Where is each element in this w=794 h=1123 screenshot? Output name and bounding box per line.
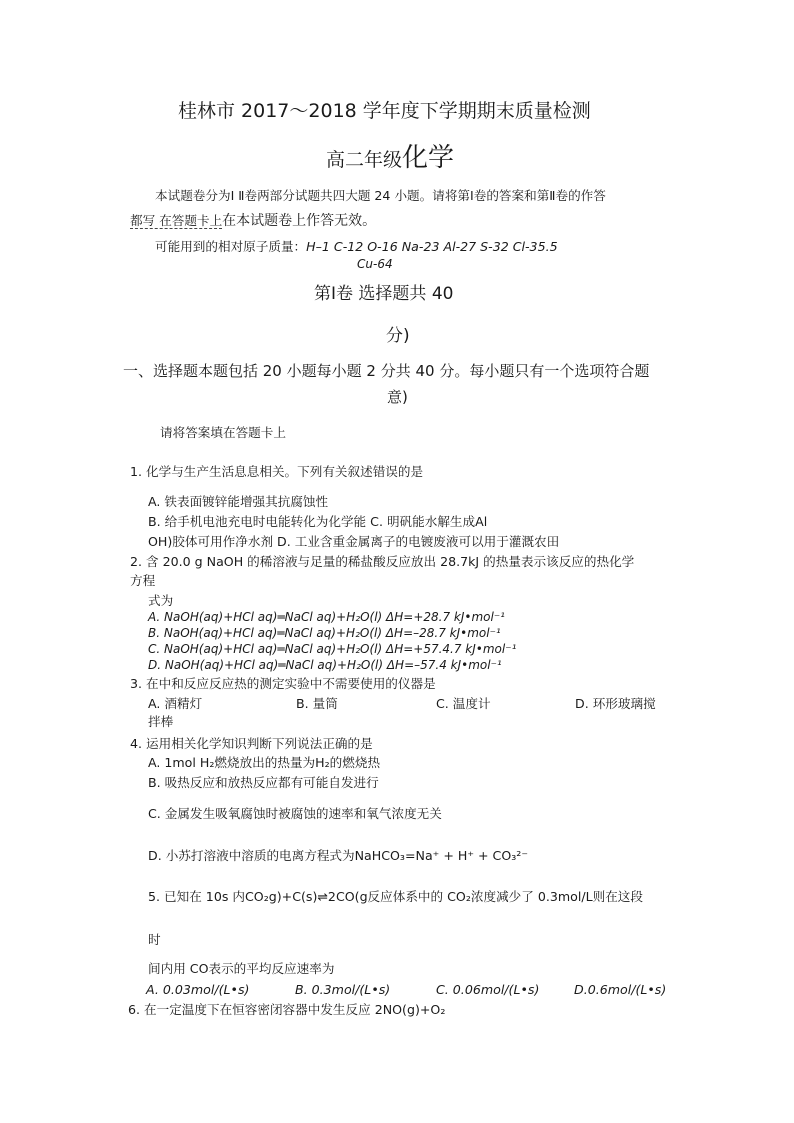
q1-option-b: B. 给手机电池充电时电能转化为化学能 C. 明矾能水解生成Al xyxy=(148,514,488,529)
q4-option-a: A. 1mol H₂燃烧放出的热量为H₂的燃烧热 xyxy=(148,755,381,770)
q5-option-a: A. 0.03mol/(L•s) xyxy=(146,982,250,997)
q5-stem-cont: 时 xyxy=(148,932,161,947)
q5-stem-cont-2: 间内用 CO表示的平均反应速率为 xyxy=(148,961,335,976)
q3-option-b: B. 量筒 xyxy=(296,696,338,711)
q2-stem-cont: 方程 xyxy=(130,573,156,588)
answer-note: 请将答案填在答题卡上 xyxy=(160,425,286,440)
q3-stem: 3. 在中和反应反应热的测定实验中不需要使用的仪器是 xyxy=(130,676,436,691)
subject-label: 化学 xyxy=(402,143,455,173)
q3-option-c: C. 温度计 xyxy=(436,696,491,711)
q3-option-d-cont: 拌棒 xyxy=(148,714,174,729)
q2-stem-cont-2: 式为 xyxy=(148,593,174,608)
grade-label: 高二年级 xyxy=(326,149,403,171)
intro-line-1: 本试题卷分为Ⅰ Ⅱ卷两部分试题共四大题 24 小题。请将第Ⅰ卷的答案和第Ⅱ卷的作答 xyxy=(155,188,606,203)
atomic-mass-label: 可能用到的相对原子质量： xyxy=(155,239,307,254)
q1-option-a: A. 铁表面镀锌能增强其抗腐蚀性 xyxy=(148,494,329,509)
q4-option-d: D. 小苏打溶液中溶质的电离方程式为NaHCO₃=Na⁺ + H⁺ + CO₃²⁻ xyxy=(148,848,528,863)
section-heading-cont: 分) xyxy=(386,326,410,346)
q3-option-d: D. 环形玻璃搅 xyxy=(575,696,656,711)
q3-option-a: A. 酒精灯 xyxy=(148,696,203,711)
section-instruction: 一、选择题本题包括 20 小题每小题 2 分共 40 分。每小题只有一个选项符合题 xyxy=(123,362,650,380)
q6-stem: 6. 在一定温度下在恒容密闭容器中发生反应 2NO(g)+O₂ xyxy=(128,1002,446,1017)
q5-stem: 5. 已知在 10s 内CO₂g)+C(s)⇌2CO(g反应体系中的 CO₂浓度减少了 0.3mol/L则在这段 xyxy=(148,889,643,904)
section-instruction-cont: 意) xyxy=(387,388,408,406)
q2-stem: 2. 含 20.0 g NaOH 的稀溶液与足量的稀盐酸反应放出 28.7kJ 的热量表示该反应的热化学 xyxy=(130,554,635,569)
q5-option-c: C. 0.06mol/(L•s) xyxy=(436,982,540,997)
q4-stem: 4. 运用相关化学知识判断下列说法正确的是 xyxy=(130,736,373,751)
section-heading: 第Ⅰ卷 选择题共 40 xyxy=(314,284,454,304)
atomic-mass-values: H–1 C-12 O-16 Na-23 Al-27 S-32 Cl-35.5 xyxy=(306,239,558,254)
q1-option-cd: OH)胶体可用作净水剂 D. 工业含重金属离子的电镀废液可以用于灌溉农田 xyxy=(148,534,560,549)
q2-option-b: B. NaOH(aq)+HCl aq)═NaCl aq)+H₂O(l) ΔH=–28.7 kJ•mol⁻¹ xyxy=(148,626,501,640)
q2-option-d: D. NaOH(aq)+HCl aq)═NaCl aq)+H₂O(l) ΔH=–57.4 kJ•mol⁻¹ xyxy=(148,658,502,672)
q5-option-d: D.0.6mol/(L•s) xyxy=(574,982,667,997)
intro-line-2b: 在本试题卷上作答无效。 xyxy=(222,213,377,229)
document-subtitle xyxy=(326,144,454,174)
intro-line-2 xyxy=(130,213,376,229)
q2-option-a: A. NaOH(aq)+HCl aq)═NaCl aq)+H₂O(l) ΔH=+28.7 kJ•mol⁻¹ xyxy=(148,610,505,624)
atomic-mass-cu: Cu-64 xyxy=(357,257,393,271)
q4-option-b: B. 吸热反应和放热反应都有可能自发进行 xyxy=(148,775,379,790)
q1-stem: 1. 化学与生产生活息息相关。下列有关叙述错误的是 xyxy=(130,464,424,479)
intro-line-2a: 都写 在答题卡上 xyxy=(130,213,223,228)
document-title: 桂林市 2017～2018 学年度下学期期末质量检测 xyxy=(178,100,591,122)
atomic-mass-line xyxy=(155,240,558,254)
q5-option-b: B. 0.3mol/(L•s) xyxy=(295,982,391,997)
q2-option-c: C. NaOH(aq)+HCl aq)═NaCl aq)+H₂O(l) ΔH=+57.4.7 kJ•mol⁻¹ xyxy=(148,642,517,656)
q4-option-c: C. 金属发生吸氧腐蚀时被腐蚀的速率和氧气浓度无关 xyxy=(148,806,442,821)
